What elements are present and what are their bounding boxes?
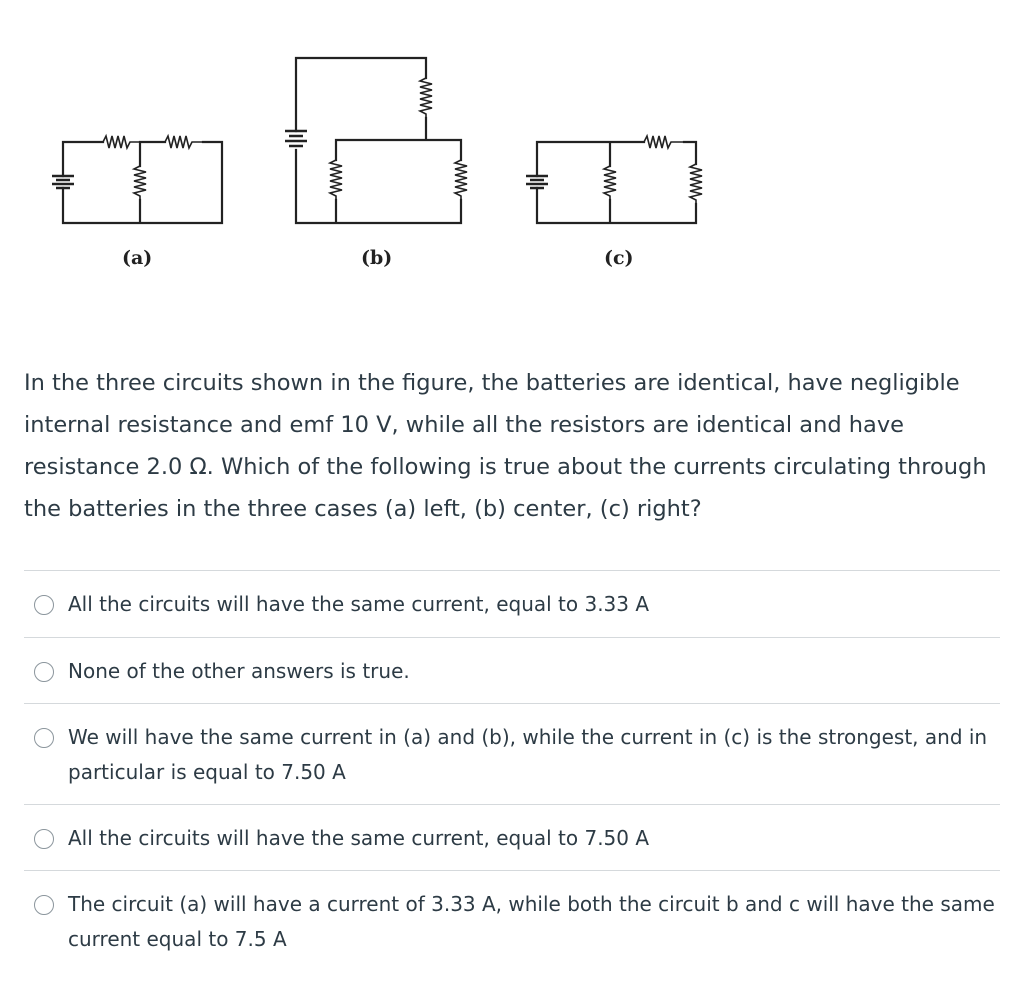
answer-option-5[interactable]: [24, 870, 1000, 970]
radio-button[interactable]: [34, 595, 54, 615]
label-c: (c): [604, 247, 634, 269]
resistor-c-right: [690, 164, 702, 204]
battery-c: [526, 176, 548, 188]
resistor-b-top: [420, 78, 432, 118]
answer-label: We will have the same current in (a) and (b), while the current in (c) is the strongest, and in particular is equal to 7.50 A: [68, 725, 988, 784]
radio-button[interactable]: [34, 662, 54, 682]
circuit-a: [52, 136, 222, 269]
resistor-a-middle: [134, 166, 146, 200]
answer-option-1[interactable]: [24, 570, 1000, 637]
radio-button[interactable]: [34, 895, 54, 915]
resistor-b-left: [330, 160, 342, 200]
resistor-b-right: [455, 160, 467, 200]
resistor-c-middle: [604, 166, 616, 200]
label-b: (b): [361, 247, 393, 269]
answer-label: None of the other answers is true.: [68, 659, 410, 683]
answer-list: [24, 570, 1000, 970]
radio-button[interactable]: [34, 829, 54, 849]
resistor-a-top-left: [103, 136, 140, 148]
answer-option-4[interactable]: [24, 804, 1000, 870]
answer-label: All the circuits will have the same current, equal to 3.33 A: [68, 592, 650, 616]
resistor-c-top: [644, 136, 684, 148]
circuits-figure: [0, 0, 1024, 300]
label-a: (a): [122, 247, 153, 269]
circuit-b: [285, 58, 467, 269]
question-text: In the three circuits shown in the figure, the batteries are identical, have negligible internal resistance and emf 10 V, while all the resistors are identical and have resistance 2.0 Ω. Which of the following is true about the currents circulating through the batteries in the three cases (a) left, (b) center, (c) right?: [24, 370, 987, 522]
resistor-a-top-right: [165, 136, 203, 148]
battery-a: [52, 176, 74, 188]
answer-option-2[interactable]: [24, 637, 1000, 703]
answer-label: The circuit (a) will have a current of 3.33 A, while both the circuit b and c will have the same current equal to 7.5 A: [68, 892, 995, 951]
battery-b: [285, 131, 307, 146]
answer-option-3[interactable]: [24, 703, 1000, 804]
radio-button[interactable]: [34, 728, 54, 748]
answer-label: All the circuits will have the same current, equal to 7.50 A: [68, 826, 650, 850]
circuit-c: [526, 136, 702, 269]
